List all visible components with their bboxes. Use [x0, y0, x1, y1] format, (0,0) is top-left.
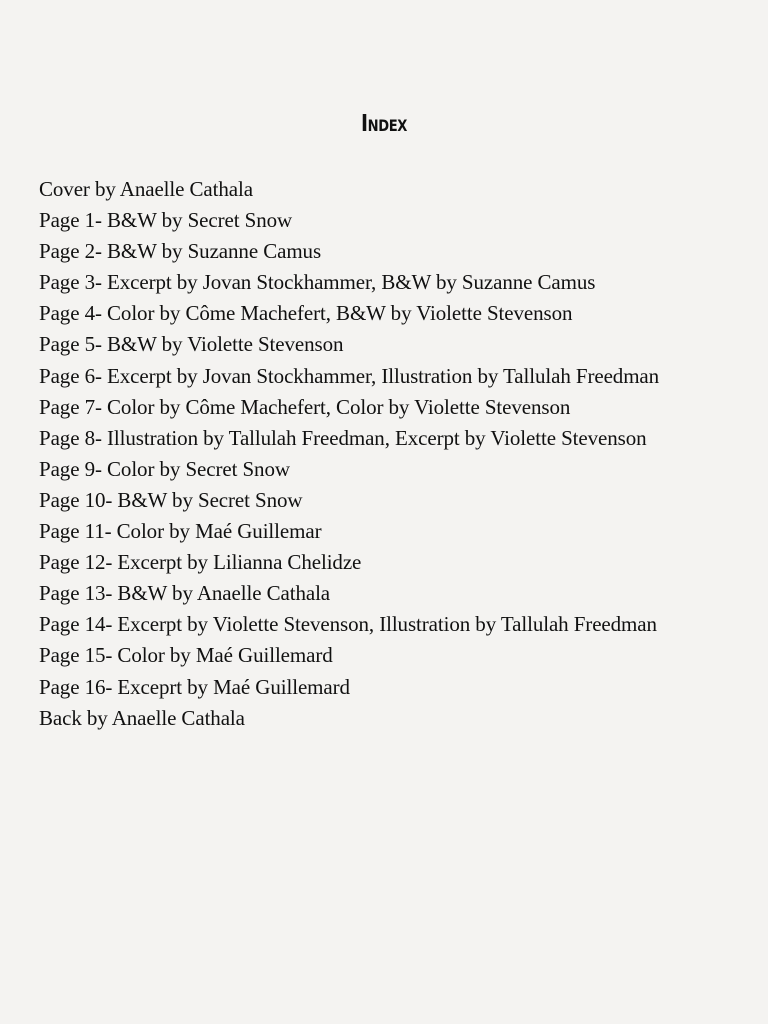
index-entry: Page 9- Color by Secret Snow [39, 456, 290, 481]
index-entry: Cover by Anaelle Cathala [39, 177, 253, 201]
index-entry: Page 16- Exceprt by Maé Guillemard [39, 674, 350, 699]
index-entry: Page 10- B&W by Secret Snow [39, 487, 303, 512]
index-entry: Page 15- Color by Maé Guillemard [39, 643, 333, 668]
index-entry: Page 1- B&W by Secret Snow [39, 208, 293, 233]
index-entry: Page 11- Color by Maé Guillemar [39, 519, 322, 544]
index-entry: Page 8- Illustration by Tallulah Freedman, Excerpt by Violette Stevenson [39, 425, 647, 450]
index-entry: Back by Anaelle Cathala [39, 705, 245, 730]
index-entry: Page 3- Excerpt by Jovan Stockhammer, B&W by Suzanne Camus [39, 270, 596, 295]
index-entry: Page 12- Excerpt by Lilianna Chelidze [39, 550, 362, 575]
index-entry: Page 13- B&W by Anaelle Cathala [39, 581, 331, 606]
index-entry: Page 5- B&W by Violette Stevenson [39, 332, 344, 357]
index-entry: Page 7- Color by Côme Machefert, Color by Violette Stevenson [39, 394, 571, 419]
index-entry: Page 2- B&W by Suzanne Camus [39, 239, 322, 264]
index-list [39, 174, 764, 734]
index-entry: Page 14- Excerpt by Violette Stevenson, Illustration by Tallulah Freedman [39, 612, 657, 637]
page-title: Index [361, 111, 407, 137]
index-entry: Page 6- Excerpt by Jovan Stockhammer, Illustration by Tallulah Freedman [39, 363, 660, 388]
index-entry: Page 4- Color by Côme Machefert, B&W by Violette Stevenson [39, 301, 573, 326]
